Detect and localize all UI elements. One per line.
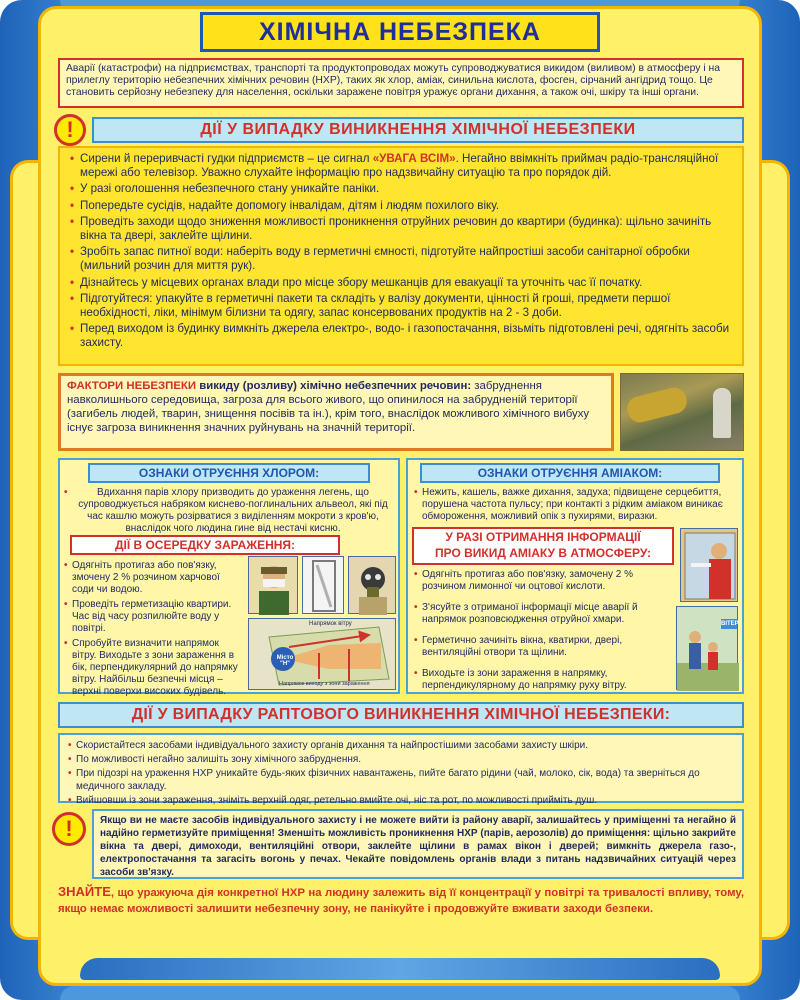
map-label-wind: Напрямок вітру: [309, 621, 352, 627]
map-label-exit: Напрямок виходу з зони зараження: [279, 681, 370, 687]
map-label-place: Місто "Н": [276, 655, 294, 667]
list-item: • Вийшовши із зони зараження, зніміть верхній одяг, ретельно вмийте очі, ніс та рот, по можливості прийміть душ.: [68, 794, 734, 807]
wind-direction-map: [248, 618, 396, 690]
chlorine-header: ОЗНАКИ ОТРУЄННЯ ХЛОРОМ:: [88, 463, 370, 483]
door-seal-image: [302, 556, 344, 614]
bottom-ribbon: [80, 958, 720, 980]
actions-list: [58, 146, 744, 366]
exclamation-icon: !: [54, 114, 86, 146]
know-lead: ЗНАЙТЕ: [58, 884, 111, 899]
page-title: ХІМІЧНА НЕБЕЗПЕКА: [258, 18, 541, 46]
know-note: ЗНАЙТЕ, що уражуюча дія конкретної НХР на людину залежить від її концентрації у повітрі та тривалості впливу, тому, якщо немає можливості залишити небезпечну зону, не панікуйте і продовжуйте вживати заходи безпеки.: [58, 884, 744, 915]
chlorine-sign: • Вдихання парів хлору призводить до ураження легень, що супроводжується набряком киснево-поглинальних альвеол, які під час кашлю можуть розірватися з виділенням мокроти з кров'ю, внаслідок чого людина гине від нестачі кисню.: [64, 487, 394, 538]
list-item: • Проведіть заходи щодо зниження можливості проникнення отруйних речовин до квартири (будинка): щільно зачиніть вікна та двері, заклейте щілини.: [72, 215, 736, 243]
list-item: • Скористайтеся засобами індивідуального захисту органів дихання та найпростішими засобами захисту шкіри.: [68, 739, 734, 752]
section-header-sudden-danger: ДІЇ У ВИПАДКУ РАПТОВОГО ВИНИКНЕННЯ ХІМІЧНОЇ НЕБЕЗПЕКИ:: [58, 702, 744, 728]
section-header-chemical-danger: ДІЇ У ВИПАДКУ ВИНИКНЕННЯ ХІМІЧНОЇ НЕБЕЗПЕКИ: [92, 117, 744, 143]
list-item: • У разі оголошення небезпечного стану уникайте паніки.: [72, 182, 736, 196]
factors-heading: ФАКТОРИ НЕБЕЗПЕКИ: [67, 380, 197, 392]
tank-car-image: [625, 385, 690, 425]
list-item: • Перед виходом із будинку вимкніть джерела електро-, водо- і газопостачання, візьміть підготовлені речі, одягніть засоби захисту.: [72, 322, 736, 350]
side-band-right: [760, 160, 790, 940]
list-item: • Попередьте сусідів, надайте допомогу інвалідам, дітям і людям похилого віку.: [72, 199, 736, 213]
intro-text: Аварії (катастрофи) на підприємствах, транспорті та продуктопроводах можуть супроводжуватися викидом (виливом) в атмосферу і на прилеглу територію небезпечних хімічних речовин (НХР), таких як хлор, аміак, синильна кислота, фосген, сірчаний ангідрид тощо. Це становить серйозну небезпеку для населення, оскільки заражене повітря уражує органи дихання, а також очі, шкіру та інші органи.: [58, 58, 744, 108]
ammonia-sign: • Нежить, кашель, важке дихання, задуха; підвищене серцебиття, порушена частота пульсу; при контакті з рідким аміаком виникає обмороження, можливий опік з пухирями, виразки.: [414, 487, 738, 526]
wind-label: ВІТЕР: [721, 621, 739, 627]
side-band-left: [10, 160, 40, 940]
frame-cap-bottom: [60, 986, 740, 1000]
sudden-actions-list: [58, 733, 744, 806]
gas-mask-person-image: [248, 556, 298, 614]
list-item: • При підозрі на ураження НХР уникайте будь-яких фізичних навантажень, пийте багато рідини (чай, молоко, сік, вода) та зверніться до медичного закладу.: [68, 767, 734, 793]
respirator-image: [348, 556, 396, 614]
list-item: • По можливості негайно залишіть зону хімічного забруднення.: [68, 753, 734, 766]
factors-text: забруднення навколишнього середовища, загроза для всього живого, що опинилося на забрудненій території (загибель людей, тварин, знищення посівів та ін.), крім того, внаслідок можливого хімічного вибуху існує загроза виникнення значних руйнувань на значній території.: [67, 380, 590, 434]
ammonia-case-header: У РАЗІ ОТРИМАННЯ ІНФОРМАЦІЇ ПРО ВИКИД АМІАКУ В АТМОСФЕРУ:: [412, 527, 674, 565]
accident-photo: [620, 373, 744, 451]
danger-factors-box: ФАКТОРИ НЕБЕЗПЕКИ викиду (розливу) хімічно небезпечних речовин: забруднення навколишнього середовища, загроза для всього живого, що опинилося на забрудненій території (загибель людей, тварин, знищення посівів та ін.), крім того, внаслідок можливого хімічного вибуху існує загроза виникнення значних руйнувань на значній території.: [58, 373, 614, 451]
window-seal-person-image: [680, 528, 738, 602]
title-box: [200, 12, 600, 52]
list-item: • Зробіть запас питної води: наберіть воду в герметичні ємності, підготуйте найпростіші засоби санітарної обробки (мильний розчин для миття рук).: [72, 245, 736, 273]
warning-box: Якщо ви не маєте засобів індивідуального захисту і не можете вийти із району аварії, залишайтесь у приміщенні та негайно й надійно герметизуйте приміщення! Зменшіть можливість проникнення НХР (парів, аерозолів) до приміщення: щільно закрийте вікна та двері, димоходи, вентиляційні отвори, заклейте щілини в рамах вікон і дверей; вимкніть джерела газо-, електропостачання та загасіть вогонь у печах. Чекайте повідомлень органів влади з питань надзвичайних ситуацій через засоби зв'язку.: [92, 809, 744, 879]
ammonia-actions: • Одягніть протигаз або пов'язку, замочену 2 % розчином лимонної чи оцтової кислоти. • З'ясуйте з отриманої інформації місце аварії й напрямок розповсюдження отруйної хмари. • Герметично зачиніть вікна, кватирки, двері, вентиляційні отвори та щілини. • Виходьте із зони зараження в напрямку, перпендикулярному до напрямку руху вітру.: [414, 569, 672, 695]
list-item: • Підготуйтеся: упакуйте в герметичні пакети та складіть у валізу документи, цінності й гроші, предмети першої необхідності, ліки, мінімум білизни та одягу, запас консервованих продуктів на 2 - 3 доби.: [72, 292, 736, 320]
list-item: • Сирени й переривчасті гудки підприємств – це сигнал «УВАГА ВСІМ». Негайно ввімкніть приймач радіо-трансляційної мережі або телевізор. Уважно слухайте інформацію про надзвичайну ситуацію та про порядок дій.: [72, 152, 736, 180]
hazmat-worker-image: [713, 388, 731, 438]
alert-signal: «УВАГА ВСІМ»: [372, 152, 456, 165]
chlorine-actions: • Одягніть протигаз або пов'язку, змочену 2 % розчином харчової соди чи водою. • Проведіть герметизацію квартири. Час від часу розпилюйте воду у повітрі. • Спробуйте визначити напрямок вітру. Виходьте з зони зараження в бік, перпендикулярний до напрямку вітру. Найбільш безпечні місця – верхні поверхи високих будівель.: [64, 560, 244, 701]
warning-exclamation-icon: !: [52, 812, 86, 846]
list-item: • Дізнайтесь у місцевих органах влади про місце збору мешканців для евакуації та уточніть час її початку.: [72, 276, 736, 290]
ammonia-header: ОЗНАКИ ОТРУЄННЯ АМІАКОМ:: [420, 463, 720, 483]
chlorine-focus-header: ДІЇ В ОСЕРЕДКУ ЗАРАЖЕННЯ:: [70, 535, 340, 555]
evacuation-image: [676, 606, 738, 690]
